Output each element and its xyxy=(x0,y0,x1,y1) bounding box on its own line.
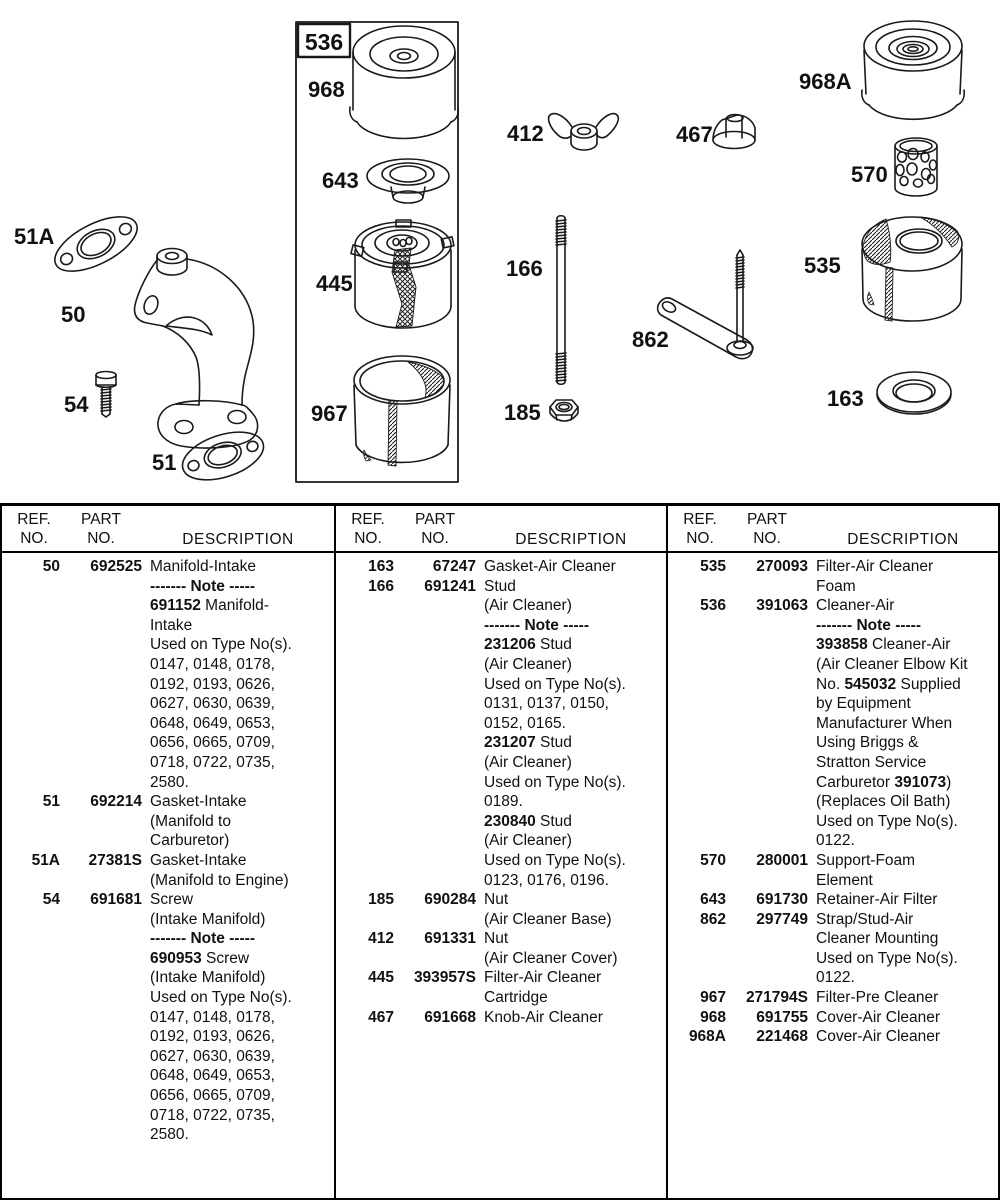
part-label-51a: 51A xyxy=(14,224,55,249)
description-cell xyxy=(476,968,666,1007)
part-no-cell: 27381S xyxy=(88,851,142,869)
description-header: DESCRIPTION xyxy=(847,531,959,548)
part-no-cell: 391063 xyxy=(756,597,808,615)
description-cell xyxy=(476,1008,666,1028)
description-line: No. 545032 Supplied xyxy=(816,675,961,693)
ref-no-cell: 54 xyxy=(42,891,60,909)
description-cell xyxy=(476,577,666,891)
part-no-cell: 690284 xyxy=(424,891,476,909)
description-line: Manifold-Intake xyxy=(150,558,256,575)
knob-air-cleaner-467-drawing xyxy=(713,115,755,149)
description-line: 0648, 0649, 0653, xyxy=(150,714,275,732)
table-row xyxy=(342,577,666,891)
description-cell xyxy=(142,851,334,890)
part-label-412: 412 xyxy=(507,121,544,146)
description-cell xyxy=(142,792,334,851)
ref-header: REF. xyxy=(351,511,385,528)
description-line: Used on Type No(s). xyxy=(484,851,626,869)
ref-no-cell: 570 xyxy=(700,851,726,869)
column-body xyxy=(2,553,334,1145)
description-line: (Air Cleaner) xyxy=(484,655,572,673)
strap-stud-862-drawing xyxy=(658,250,753,359)
screw-54-drawing xyxy=(96,372,116,418)
table-row xyxy=(8,851,334,890)
description-line: Carburetor) xyxy=(150,832,230,850)
description-line: Nut xyxy=(484,930,509,948)
table-row xyxy=(674,557,998,596)
ref-no-cell: 50 xyxy=(42,558,60,575)
no-header: NO. xyxy=(20,530,48,547)
description-line: Gasket-Intake xyxy=(150,851,247,869)
part-label-50: 50 xyxy=(61,302,86,327)
part-label-967: 967 xyxy=(311,401,348,426)
part-no-cell: 280001 xyxy=(756,851,808,869)
description-line: 231207 Stud xyxy=(484,734,572,752)
filter-foam-535-drawing xyxy=(862,217,962,321)
parts-table-column-2 xyxy=(334,506,666,1198)
part-no-cell: 393957S xyxy=(413,969,476,987)
description-line: 0718, 0722, 0735, xyxy=(150,753,275,771)
ref-no-cell: 163 xyxy=(368,558,394,575)
description-line: 393858 Cleaner-Air xyxy=(816,636,951,654)
description-cell xyxy=(808,910,998,988)
description-line: 691152 Manifold- xyxy=(150,597,269,615)
description-line: 2580. xyxy=(150,1126,189,1144)
table-row xyxy=(342,929,666,968)
table-row xyxy=(342,968,666,1007)
part-label-643: 643 xyxy=(322,168,359,193)
part-no-cell: 691331 xyxy=(424,930,476,948)
description-header: DESCRIPTION xyxy=(182,531,294,548)
ref-no-cell: 467 xyxy=(368,1008,394,1026)
gasket-intake-51a-drawing xyxy=(47,206,145,282)
description-line: Filter-Pre Cleaner xyxy=(816,989,939,1007)
part-label-536: 536 xyxy=(304,29,344,55)
description-line: 0718, 0722, 0735, xyxy=(150,1106,275,1124)
ref-header: REF. xyxy=(683,511,717,528)
description-line: Strap/Stud-Air xyxy=(816,910,914,928)
ref-no-cell: 536 xyxy=(700,597,726,615)
column-body xyxy=(668,553,998,1047)
part-no-cell: 67247 xyxy=(432,558,476,575)
description-line: Stratton Service xyxy=(816,753,927,771)
description-line: 0656, 0665, 0709, xyxy=(150,1087,275,1105)
ref-no-cell: 643 xyxy=(700,891,726,909)
description-line: 0122. xyxy=(816,832,855,850)
description-line: Element xyxy=(816,871,873,889)
ref-no-cell: 51A xyxy=(31,851,60,869)
ref-no-cell: 166 xyxy=(368,577,394,595)
description-line: Filter-Air Cleaner xyxy=(484,969,602,987)
part-label-51: 51 xyxy=(152,450,177,475)
description-cell xyxy=(808,596,998,851)
description-line: (Intake Manifold) xyxy=(150,910,266,928)
part-no-cell: 692525 xyxy=(90,558,142,575)
description-cell xyxy=(476,929,666,968)
description-line: 0123, 0176, 0196. xyxy=(484,871,609,889)
table-row xyxy=(342,890,666,929)
stud-166-drawing xyxy=(556,216,566,385)
no-header: NO. xyxy=(686,530,714,547)
description-line: Nut xyxy=(484,891,509,909)
description-cell xyxy=(808,890,998,910)
column-header xyxy=(2,506,334,553)
filter-pre-cleaner-967-drawing xyxy=(354,356,450,466)
retainer-air-filter-643-drawing xyxy=(367,159,449,203)
description-line: (Air Cleaner) xyxy=(484,753,572,771)
exploded-parts-diagram xyxy=(0,0,1000,503)
table-row xyxy=(342,557,666,577)
description-line: 231206 Stud xyxy=(484,636,572,654)
part-no-cell: 221468 xyxy=(756,1028,808,1046)
no-header: NO. xyxy=(421,530,449,547)
part-header: PART xyxy=(81,511,121,528)
no-header: NO. xyxy=(87,530,115,547)
description-line: (Manifold to Engine) xyxy=(150,871,289,889)
description-cell xyxy=(476,557,666,577)
description-line: (Replaces Oil Bath) xyxy=(816,793,951,811)
description-line: 0122. xyxy=(816,969,855,987)
description-cell xyxy=(476,890,666,929)
cover-air-cleaner-968a-drawing xyxy=(862,21,964,119)
description-line: 2580. xyxy=(150,773,189,791)
part-label-968: 968 xyxy=(308,77,345,102)
description-line: 0192, 0193, 0626, xyxy=(150,675,275,693)
no-header: NO. xyxy=(354,530,382,547)
part-no-cell: 297749 xyxy=(756,910,808,928)
description-line: Gasket-Intake xyxy=(150,793,247,811)
description-line: 0627, 0630, 0639, xyxy=(150,1047,275,1065)
filter-air-cleaner-cartridge-445-drawing xyxy=(351,220,454,328)
description-line: Used on Type No(s). xyxy=(816,812,958,830)
table-row xyxy=(342,1008,666,1028)
gasket-air-cleaner-163-drawing xyxy=(877,372,951,414)
description-cell xyxy=(142,557,334,792)
table-row xyxy=(8,890,334,1145)
description-line: 0147, 0148, 0178, xyxy=(150,1008,275,1026)
description-line: Filter-Air Cleaner xyxy=(816,558,934,575)
ref-no-cell: 445 xyxy=(368,969,394,987)
description-cell xyxy=(808,1027,998,1047)
description-line: (Air Cleaner) xyxy=(484,597,572,615)
ref-no-cell: 535 xyxy=(700,558,726,575)
table-row xyxy=(674,596,998,851)
table-row xyxy=(674,988,998,1008)
description-line: 0627, 0630, 0639, xyxy=(150,695,275,713)
part-header: PART xyxy=(415,511,455,528)
description-line: Used on Type No(s). xyxy=(816,949,958,967)
ref-no-cell: 968 xyxy=(700,1008,726,1026)
description-line: Screw xyxy=(150,891,194,909)
part-label-862: 862 xyxy=(632,327,669,352)
description-line: Manufacturer When xyxy=(816,714,953,732)
description-line: ------- Note ----- xyxy=(150,577,255,595)
table-row xyxy=(674,851,998,890)
part-label-445: 445 xyxy=(316,271,353,296)
description-cell xyxy=(808,557,998,596)
part-no-cell: 691681 xyxy=(90,891,142,909)
description-line: 0189. xyxy=(484,793,523,811)
description-line: 0656, 0665, 0709, xyxy=(150,734,275,752)
description-line: Used on Type No(s). xyxy=(484,773,626,791)
ref-no-cell: 968A xyxy=(688,1028,726,1046)
description-line: by Equipment xyxy=(816,695,911,713)
no-header: NO. xyxy=(753,530,781,547)
description-line: Intake xyxy=(150,616,193,634)
description-line: 0131, 0137, 0150, xyxy=(484,695,609,713)
table-row xyxy=(674,890,998,910)
description-line: (Intake Manifold) xyxy=(150,969,266,987)
description-line: ------- Note ----- xyxy=(816,616,921,634)
parts-table-column-3 xyxy=(666,506,998,1198)
part-label-185: 185 xyxy=(504,400,541,425)
part-no-cell: 692214 xyxy=(90,793,142,811)
description-line: Knob-Air Cleaner xyxy=(484,1008,603,1026)
part-label-166: 166 xyxy=(506,256,543,281)
description-line: Cartridge xyxy=(484,989,548,1007)
description-line: Carburetor 391073) xyxy=(816,773,952,791)
column-header xyxy=(668,506,998,553)
description-line: Gasket-Air Cleaner xyxy=(484,558,616,575)
table-row xyxy=(674,910,998,988)
part-label-968a: 968A xyxy=(799,69,852,94)
description-line: (Air Cleaner Elbow Kit xyxy=(816,655,968,673)
part-no-cell: 270093 xyxy=(756,558,808,575)
description-cell xyxy=(808,988,998,1008)
part-no-cell: 691730 xyxy=(756,891,808,909)
description-line: Used on Type No(s). xyxy=(484,675,626,693)
part-label-467: 467 xyxy=(676,122,713,147)
description-line: Cleaner Mounting xyxy=(816,930,939,948)
ref-no-cell: 185 xyxy=(368,891,394,909)
part-label-54: 54 xyxy=(64,392,89,417)
ref-no-cell: 412 xyxy=(368,930,394,948)
table-row xyxy=(674,1027,998,1047)
description-line: Cover-Air Cleaner xyxy=(816,1028,941,1046)
description-cell xyxy=(808,851,998,890)
description-line: Retainer-Air Filter xyxy=(816,891,938,909)
ref-no-cell: 51 xyxy=(42,793,60,811)
manifold-intake-50-drawing xyxy=(135,249,258,449)
description-cell xyxy=(808,1008,998,1028)
description-line: (Air Cleaner Cover) xyxy=(484,949,618,967)
part-label-570: 570 xyxy=(851,162,888,187)
wing-nut-412-drawing xyxy=(549,114,619,150)
part-no-cell: 691241 xyxy=(424,577,476,595)
part-label-535: 535 xyxy=(804,253,841,278)
description-line: ------- Note ----- xyxy=(484,616,589,634)
part-label-163: 163 xyxy=(827,386,864,411)
part-no-cell: 271794S xyxy=(745,989,808,1007)
column-header xyxy=(336,506,666,553)
ref-no-cell: 862 xyxy=(700,910,726,928)
table-row xyxy=(674,1008,998,1028)
description-header: DESCRIPTION xyxy=(515,531,627,548)
cover-air-cleaner-968-drawing xyxy=(350,26,458,138)
part-no-cell: 691668 xyxy=(424,1008,476,1026)
description-line: 690953 Screw xyxy=(150,949,250,967)
ref-no-cell: 967 xyxy=(700,989,726,1007)
description-line: (Manifold to xyxy=(150,812,231,830)
description-line: Support-Foam xyxy=(816,851,916,869)
description-line: ------- Note ----- xyxy=(150,930,255,948)
table-row xyxy=(8,792,334,851)
ref-header: REF. xyxy=(17,511,51,528)
description-line: 0192, 0193, 0626, xyxy=(150,1028,275,1046)
description-line: Cover-Air Cleaner xyxy=(816,1008,941,1026)
description-line: Using Briggs & xyxy=(816,734,919,752)
parts-list-table xyxy=(0,503,1000,1200)
description-line: (Air Cleaner Base) xyxy=(484,910,612,928)
description-line: Cleaner-Air xyxy=(816,597,895,615)
parts-table-column-1 xyxy=(2,506,334,1198)
part-no-cell: 691755 xyxy=(756,1008,808,1026)
description-line: 0152, 0165. xyxy=(484,714,566,732)
description-cell xyxy=(142,890,334,1145)
table-row xyxy=(8,557,334,792)
support-foam-element-570-drawing xyxy=(895,138,937,196)
column-body xyxy=(336,553,666,1027)
description-line: Used on Type No(s). xyxy=(150,636,292,654)
part-header: PART xyxy=(747,511,787,528)
description-line: Used on Type No(s). xyxy=(150,989,292,1007)
description-line: (Air Cleaner) xyxy=(484,832,572,850)
description-line: Stud xyxy=(484,577,516,595)
description-line: 0648, 0649, 0653, xyxy=(150,1067,275,1085)
description-line: Foam xyxy=(816,577,856,595)
description-line: 230840 Stud xyxy=(484,812,572,830)
description-line: 0147, 0148, 0178, xyxy=(150,655,275,673)
nut-185-drawing xyxy=(550,400,578,421)
